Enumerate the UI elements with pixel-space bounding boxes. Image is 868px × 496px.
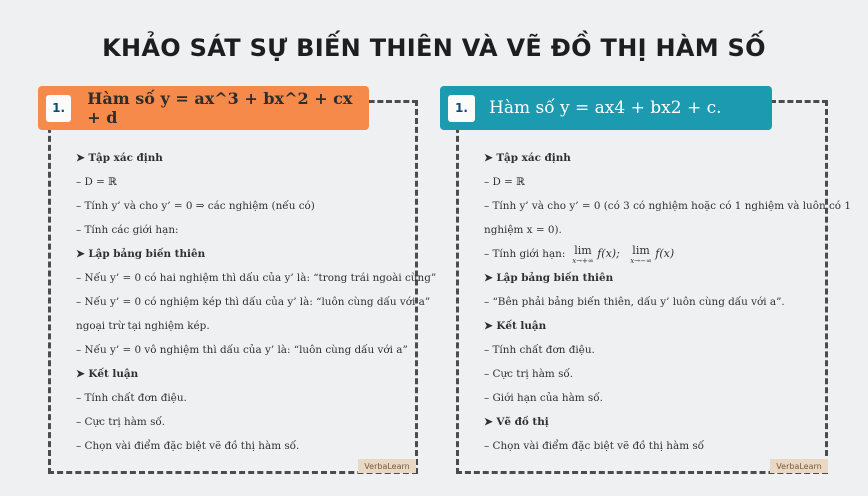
right-card-title: Hàm số y = ax4 + bx2 + c. <box>489 98 722 118</box>
limit-plus-label: lim <box>574 244 592 257</box>
left-card-header <box>38 86 369 130</box>
left-line-two-roots: – Nếu y’ = 0 có hai nghiệm thì dấu của y’ là: “trong trái ngoài cùng” <box>76 272 437 284</box>
right-line-monotonic: – Tính chất đơn điệu. <box>484 344 595 356</box>
left-card-content <box>76 146 437 458</box>
left-line-domain-heading: ➤ Tập xác định <box>76 152 163 164</box>
limit-minus-inf <box>630 246 652 266</box>
right-line-conclusion-heading: ➤ Kết luận <box>484 320 547 332</box>
left-watermark-logo: VerbaLearn <box>358 459 416 473</box>
right-line-table-rule: – “Bên phải bảng biến thiên, dấu y’ luôn cùng dấu với a”. <box>484 296 785 308</box>
right-line-graph-heading: ➤ Vẽ đồ thị <box>484 416 549 428</box>
right-line-domain: – D = ℝ <box>484 176 525 188</box>
left-line-no-root: – Nếu y’ = 0 vô nghiệm thì dấu của y’ là: “luôn cùng dấu với a” <box>76 344 408 356</box>
left-line-monotonic: – Tính chất đơn điệu. <box>76 392 187 404</box>
limit-plus-inf <box>572 246 594 266</box>
limit-minus-fx: f(x) <box>655 247 675 260</box>
left-card-number: 1. <box>46 95 71 122</box>
left-line-domain: – D = ℝ <box>76 176 117 188</box>
left-line-extrema: – Cực trị hàm số. <box>76 416 166 428</box>
right-card-top-border <box>770 100 828 103</box>
right-line-derivative: – Tính y’ và cho y’ = 0 (có 3 có nghiệm hoặc có 1 nghiệm và luôn có 1 <box>484 200 851 212</box>
right-watermark-logo: VerbaLearn <box>770 459 828 473</box>
right-line-table-heading: ➤ Lập bảng biến thiên <box>484 272 614 284</box>
left-line-double-root-cont: ngoại trừ tại nghiệm kép. <box>76 320 210 332</box>
right-line-limits-label: – Tính giới hạn: <box>484 248 566 260</box>
left-line-plot-points: – Chọn vài điểm đặc biệt vẽ đồ thị hàm số. <box>76 440 300 452</box>
right-card-number: 1. <box>448 95 475 122</box>
limit-separator: ; <box>616 247 620 260</box>
limit-plus-sub: x→+∞ <box>572 257 594 265</box>
limit-formula <box>569 244 675 265</box>
left-line-double-root: – Nếu y’ = 0 có nghiệm kép thì dấu của y’ là: “luôn cùng dấu với a” <box>76 296 431 308</box>
right-line-domain-heading: ➤ Tập xác định <box>484 152 571 164</box>
left-line-limits: – Tính các giới hạn: <box>76 224 179 236</box>
right-line-derivative-cont: nghiệm x = 0). <box>484 224 562 236</box>
right-line-extrema: – Cực trị hàm số. <box>484 368 574 380</box>
left-card-title: Hàm số y = ax^3 + bx^2 + cx + d <box>87 89 353 127</box>
right-line-plot-points: – Chọn vài điểm đặc biệt vẽ đồ thị hàm số <box>484 440 705 452</box>
limit-minus-label: lim <box>632 244 650 257</box>
right-line-limits-result: – Giới hạn của hàm số. <box>484 392 603 404</box>
right-line-limits <box>484 242 824 266</box>
right-card-header <box>440 86 772 130</box>
left-line-conclusion-heading: ➤ Kết luận <box>76 368 139 380</box>
right-card-content <box>484 146 851 458</box>
left-line-derivative: – Tính y’ và cho y’ = 0 ⇒ các nghiệm (nếu có) <box>76 200 315 212</box>
page-title: KHẢO SÁT SỰ BIẾN THIÊN VÀ VẼ ĐỒ THỊ HÀM SỐ <box>102 34 766 62</box>
limit-plus-fx: f(x) <box>597 247 617 260</box>
limit-minus-sub: x→−∞ <box>630 257 652 265</box>
left-line-table-heading: ➤ Lập bảng biến thiên <box>76 248 206 260</box>
